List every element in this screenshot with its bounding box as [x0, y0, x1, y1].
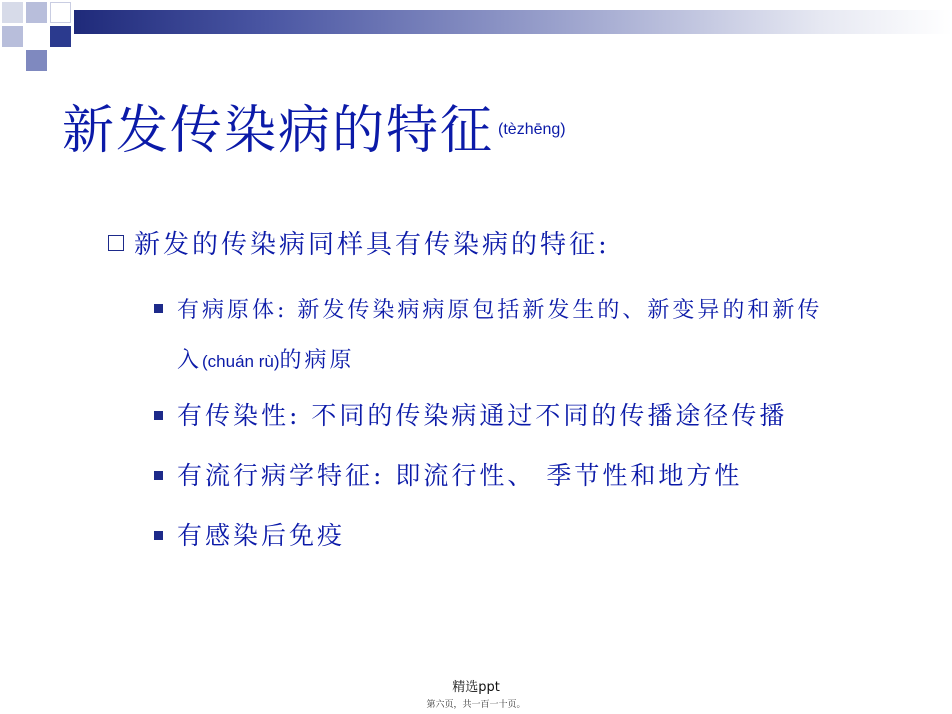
decor-square	[2, 2, 23, 23]
list-item	[154, 456, 914, 492]
list-item-text: 的病原	[279, 348, 355, 373]
square-bullet-icon	[154, 411, 163, 420]
decor-square	[2, 50, 23, 71]
list-item-text: 入	[177, 348, 203, 373]
decor-square	[2, 26, 23, 47]
decor-square	[50, 26, 71, 47]
slide-title	[62, 88, 922, 168]
decor-square	[50, 2, 71, 23]
list-item-text: 有传染性: 不同的传染病通过不同的传播途径传播	[177, 401, 788, 430]
list-item-line	[154, 286, 914, 336]
square-bullet-icon	[154, 304, 163, 313]
decor-square	[26, 26, 47, 47]
decor-square	[26, 2, 47, 23]
list-item	[154, 396, 914, 432]
list-item-text: 有感染后免疫	[177, 521, 346, 550]
footer-label: 精选ppt	[452, 680, 500, 695]
list-item	[154, 516, 914, 552]
title-main: 新发传染病的特征	[62, 101, 495, 161]
footer-page-note: 第六页，共一百一十页。	[426, 700, 526, 710]
header-gradient-bar	[74, 10, 952, 34]
list-item-text: 有流行病学特征: 即流行性、 季节性和地方性	[177, 461, 743, 490]
decor-square	[26, 50, 47, 71]
square-bullet-icon	[154, 531, 163, 540]
level1-bullet	[108, 224, 908, 261]
list-item	[154, 286, 914, 387]
hollow-square-bullet-icon	[108, 235, 124, 251]
list-item-text: 有病原体: 新发传染病病原包括新发生的、新变异的和新传	[177, 298, 823, 323]
pinyin-text: (chuán rù)	[202, 352, 280, 371]
square-bullet-icon	[154, 471, 163, 480]
list-item-line	[154, 336, 914, 387]
title-pinyin: (tèzhēng)	[498, 121, 566, 138]
level1-text: 新发的传染病同样具有传染病的特征:	[134, 230, 610, 260]
